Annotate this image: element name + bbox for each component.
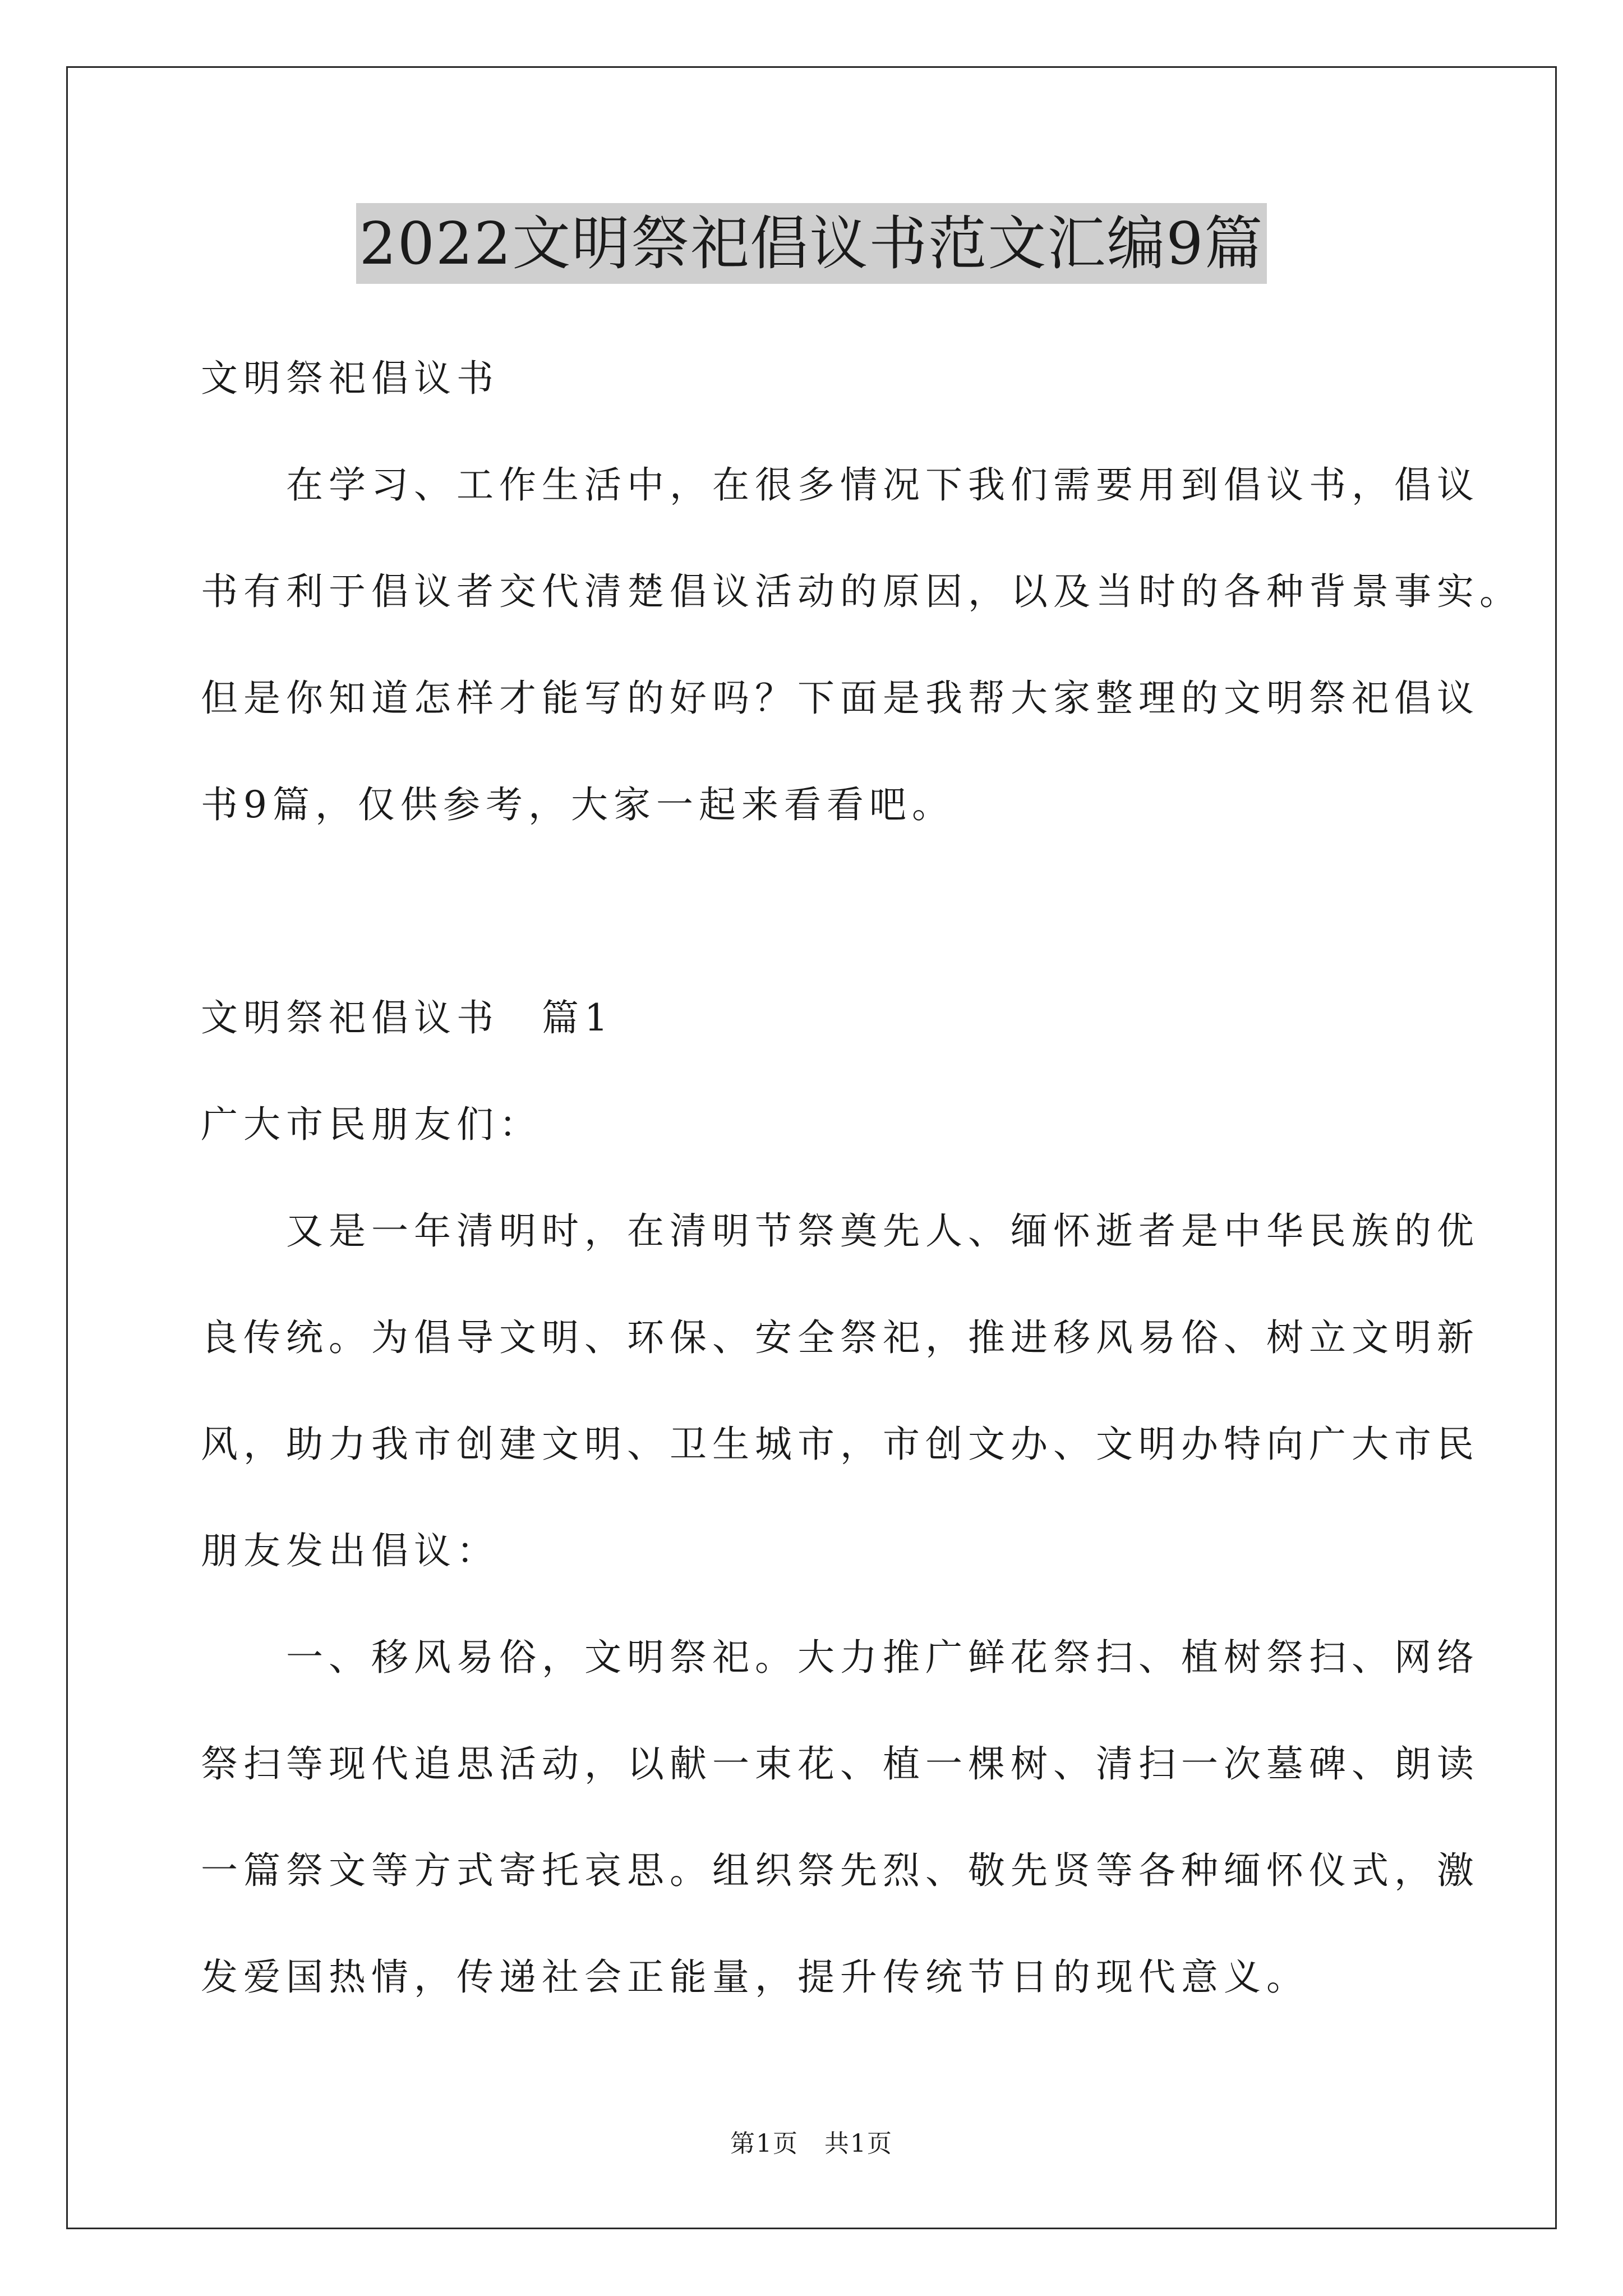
page-footer: 第1页 共1页 (730, 2129, 893, 2158)
paragraph-line: 祭扫等现代追思活动，以献一束花、植一棵树、清扫一次墓碑、朗读 (201, 1742, 1479, 1786)
paragraph-line: 良传统。为倡导文明、环保、安全祭祀，推进移风易俗、树立文明新 (201, 1316, 1479, 1359)
paragraph-line: 又是一年清明时，在清明节祭奠先人、缅怀逝者是中华民族的优 (201, 1209, 1479, 1253)
section-heading: 文明祭祀倡议书 篇1 (201, 996, 614, 1039)
paragraph-line: 书有利于倡议者交代清楚倡议活动的原因，以及当时的各种背景事实。 (201, 570, 1522, 613)
title-container (0, 203, 1623, 284)
paragraph-line: 但是你知道怎样才能写的好吗？下面是我帮大家整理的文明祭祀倡议 (201, 677, 1479, 720)
paragraph-line: 风，助力我市创建文明、卫生城市，市创文办、文明办特向广大市民 (201, 1423, 1479, 1466)
paragraph-line: 在学习、工作生活中，在很多情况下我们需要用到倡议书，倡议 (201, 463, 1479, 507)
document-title: 2022文明祭祀倡议书范文汇编9篇 (356, 203, 1267, 284)
paragraph-line: 朋友发出倡议： (201, 1529, 499, 1572)
paragraph-line: 一篇祭文等方式寄托哀思。组织祭先烈、敬先贤等各种缅怀仪式，激 (201, 1849, 1479, 1892)
paragraph-line: 书9篇，仅供参考，大家一起来看看吧。 (201, 783, 955, 826)
salutation: 广大市民朋友们： (201, 1103, 542, 1146)
paragraph-line: 一、移风易俗，文明祭祀。大力推广鲜花祭扫、植树祭扫、网络 (201, 1636, 1479, 1679)
section-heading: 文明祭祀倡议书 (201, 357, 499, 400)
paragraph-line: 发爱国热情，传递社会正能量，提升传统节日的现代意义。 (201, 1955, 1309, 1999)
